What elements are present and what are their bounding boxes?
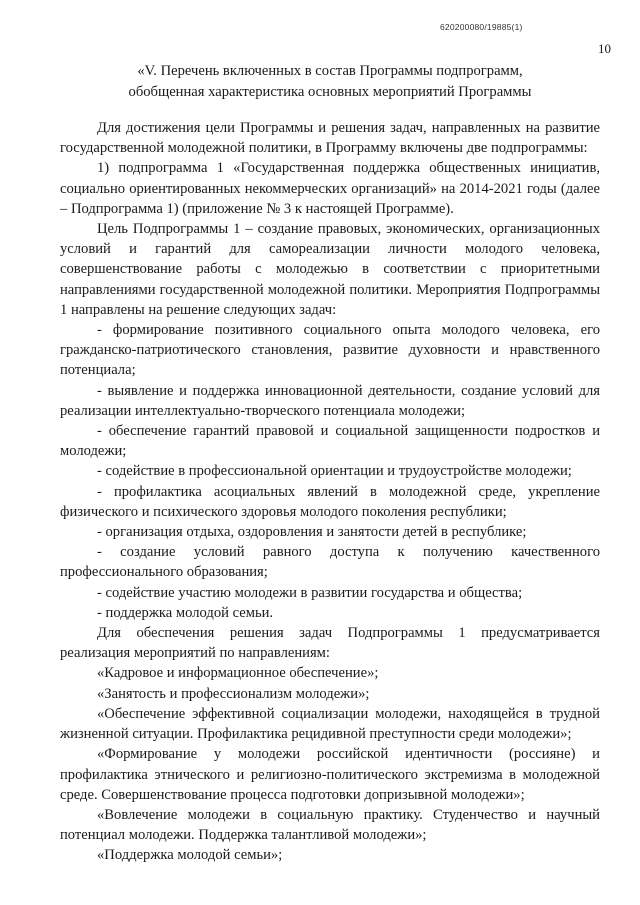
list-item: - выявление и поддержка инновационной деятельности, создание условий для реализации интеллектуально-творческого потенциала молодежи; — [60, 382, 600, 419]
section-title — [60, 61, 600, 103]
list-item: «Формирование у молодежи российской идентичности (россияне) и профилактика этнического и религиозно-политического экстремизма в молодежной среде. Совершенствование процесса подготовки допризывной молодежи»; — [60, 746, 600, 803]
list-item: - формирование позитивного социального опыта молодого человека, его гражданско-патриотического становления, развитие духовности и нравственного потенциала; — [60, 322, 600, 379]
list-item: «Вовлечение молодежи в социальную практику. Студенчество и научный потенциал молодежи. Поддержка талантливой молодежи»; — [60, 806, 600, 844]
list-item: «Кадровое и информационное обеспечение»; — [97, 665, 379, 682]
list-item: 1) подпрограмма 1 «Государственная поддержка общественных инициатив, социально ориентированных некоммерческих организаций» на 2014-2021 годы (далее – Подпрограмма 1) (приложение № 3 к настоящей Программе). — [60, 160, 600, 217]
list-item: «Обеспечение эффективной социализации молодежи, находящейся в трудной жизненной ситуации. Профилактика рецидивной преступности среди молодежи»; — [60, 705, 600, 743]
list-item: - создание условий равного доступа к получению качественного профессионального образования; — [60, 544, 600, 581]
paragraph: Для достижения цели Программы и решения задач, направленных на развитие государственной молодежной политики, в Программу включены две подпрограммы: — [60, 120, 600, 157]
list-item: - поддержка молодой семьи. — [97, 604, 274, 621]
body-text — [60, 118, 600, 866]
paragraph: Цель Подпрограммы 1 – создание правовых, экономических, организационных условий и гарантий для самореализации личности молодого человека, совершенствование работы с молодежью в соответствии с приоритетными направлениями государственной молодежной политики. Мероприятия Подпрограммы 1 направлены на решение следующих задач: — [60, 221, 600, 318]
list-item: - содействие в профессиональной ориентации и трудоустройстве молодежи; — [97, 463, 572, 480]
section-title-line: «V. Перечень включенных в состав Программы подпрограмм, — [137, 63, 523, 79]
list-item: - организация отдыха, оздоровления и занятости детей в республике; — [97, 524, 527, 541]
list-item: - профилактика асоциальных явлений в молодежной среде, укрепление физического и психического здоровья молодого поколения республики; — [60, 483, 600, 520]
page-number: 10 — [598, 41, 611, 56]
document-id: 620200080/19885(1) — [440, 22, 523, 32]
section-title-line: обобщенная характеристика основных мероприятий Программы — [128, 84, 532, 100]
list-item: «Поддержка молодой семьи»; — [97, 847, 283, 864]
list-item: «Занятость и профессионализм молодежи»; — [97, 685, 370, 702]
list-item: - содействие участию молодежи в развитии государства и общества; — [97, 584, 523, 601]
list-item: - обеспечение гарантий правовой и социальной защищенности подростков и молодежи; — [60, 423, 600, 460]
paragraph: Для обеспечения решения задач Подпрограммы 1 предусматривается реализация мероприятий по направлениям: — [60, 625, 600, 662]
